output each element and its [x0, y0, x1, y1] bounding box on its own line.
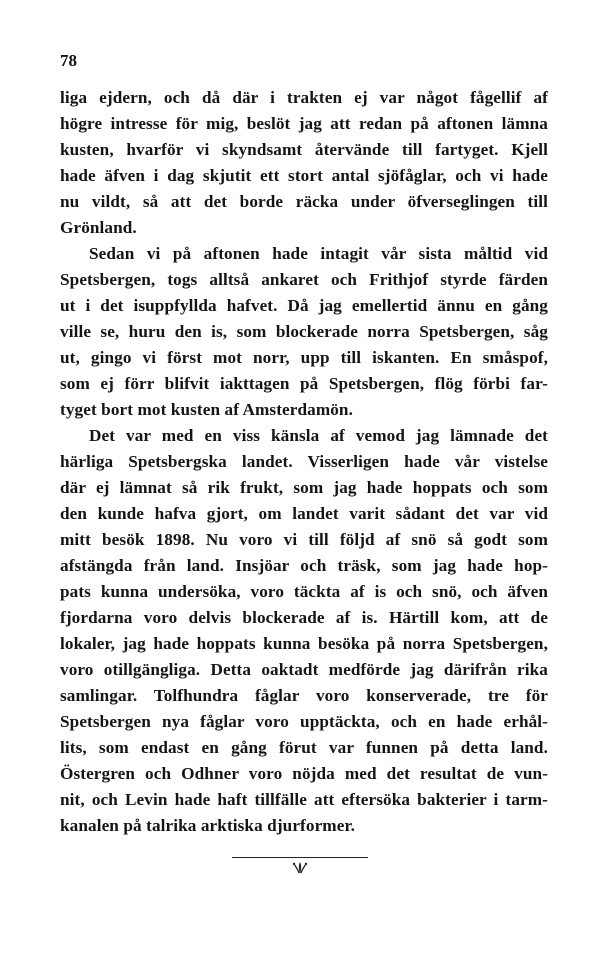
paragraph [60, 85, 548, 241]
text-line: ut i det isuppfyllda hafvet. Då jag emellertid ännu en gång [60, 296, 548, 315]
text-line: mitt besök 1898. Nu voro vi till följd af snö så godt som [60, 530, 548, 549]
fleuron-icon [288, 860, 312, 876]
text-line: ville se, huru den is, som blockerade norra Spetsbergen, såg [60, 322, 548, 341]
page-number: 78 [60, 51, 77, 70]
divider-rule [232, 857, 368, 858]
text-line: fjordarna voro delvis blockerade af is. Härtill kom, att de [60, 608, 548, 627]
text-line: liga ejdern, och då där i trakten ej var något fågellif af [60, 88, 548, 107]
text-line: högre intresse för mig, beslöt jag att redan på aftonen lämna [60, 114, 548, 133]
text-line: ut, gingo vi först mot norr, upp till iskanten. En småspof, [60, 348, 548, 367]
text-line: Spetsbergen, togs alltså ankaret och Frithjof styrde färden [60, 270, 548, 289]
text-line: voro otillgängliga. Detta oaktadt medförde jag därifrån rika [60, 660, 548, 679]
end-ornament [232, 848, 368, 878]
paragraph [60, 423, 548, 839]
text-line: afstängda från land. Insjöar och träsk, som jag hade hop- [60, 556, 548, 575]
text-line: Spetsbergen nya fåglar voro upptäckta, och en hade erhål- [60, 712, 548, 731]
text-line: som ej förr blifvit iakttagen på Spetsbergen, flög förbi far- [60, 374, 548, 393]
body-text [60, 85, 548, 839]
text-line: nit, och Levin hade haft tillfälle att eftersöka bakterier i tarm- [60, 790, 548, 809]
text-line: där ej lämnat så rik frukt, som jag hade hoppats och som [60, 478, 548, 497]
paragraph [60, 241, 548, 423]
text-line: härliga Spetsbergska landet. Visserligen hade vår vistelse [60, 452, 548, 471]
text-line: hade äfven i dag skjutit ett stort antal sjöfåglar, och vi hade [60, 166, 548, 185]
text-line: Grönland. [60, 218, 137, 237]
text-line: Sedan vi på aftonen hade intagit vår sista måltid vid [89, 244, 548, 263]
text-line: kanalen på talrika arktiska djurformer. [60, 816, 355, 835]
text-line: den kunde hafva gjort, om landet varit sådant det var vid [60, 504, 548, 523]
text-line: nu vildt, så att det borde räcka under öfverseglingen till [60, 192, 548, 211]
text-line: Det var med en viss känsla af vemod jag lämnade det [89, 426, 548, 445]
text-line: samlingar. Tolfhundra fåglar voro konserverade, tre för [60, 686, 548, 705]
text-line: tyget bort mot kusten af Amsterdamön. [60, 400, 353, 419]
text-line: lits, som endast en gång förut var funnen på detta land. [60, 738, 548, 757]
text-line: Östergren och Odhner voro nöjda med det resultat de vun- [60, 764, 548, 783]
text-line: kusten, hvarför vi skyndsamt återvände till fartyget. Kjell [60, 140, 548, 159]
text-line: lokaler, jag hade hoppats kunna besöka på norra Spetsbergen, [60, 634, 548, 653]
text-line: pats kunna undersöka, voro täckta af is och snö, och äfven [60, 582, 548, 601]
